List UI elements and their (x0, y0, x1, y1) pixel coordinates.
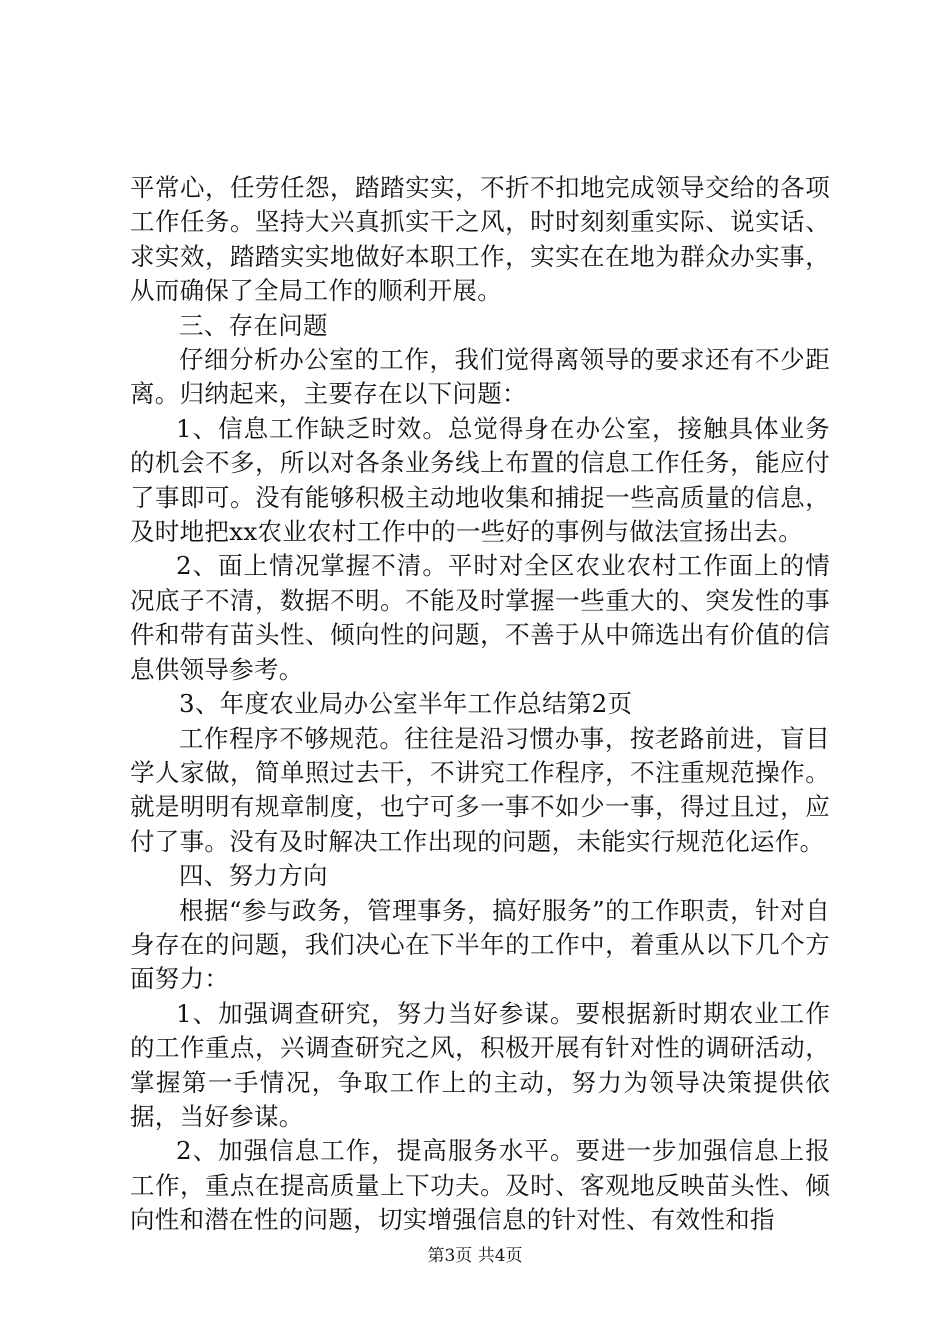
paragraph-problem-2: 2、面上情况掌握不清。平时对全区农业农村工作面上的情况底子不清，数据不明。不能及时掌握一些重大的、突发性的事件和带有苗头性、倾向性的问题，不善于从中筛选出有价值的信息供领导参考。 (130, 551, 830, 684)
paragraph-problem-3: 工作程序不够规范。往往是沿习惯办事，按老路前进，盲目学人家做，简单照过去干，不讲究工作程序，不注重规范操作。就是明明有规章制度，也宁可多一事不如少一事，得过且过，应付了事。没有及时解决工作出现的问题，未能实行规范化运作。 (130, 723, 830, 856)
paragraph-problem-3-heading: 3、年度农业局办公室半年工作总结第2页 (179, 689, 633, 719)
section-heading-direction: 四、努力方向 (179, 861, 328, 891)
paragraph-continuation: 平常心，任劳任怨，踏踏实实，不折不扣地完成领导交给的各项工作任务。坚持大兴真抓实干之风，时时刻刻重实际、说实话、求实效，踏踏实实地做好本职工作，实实在在地为群众办实事，从而确保了全局工作的顺利开展。 (130, 173, 830, 306)
paragraph-problems-intro: 仔细分析办公室的工作，我们觉得离领导的要求还有不少距离。归纳起来，主要存在以下问题： (130, 345, 830, 409)
section-heading-problems: 三、存在问题 (179, 310, 328, 340)
paragraph-problem-1: 1、信息工作缺乏时效。总觉得身在办公室，接触具体业务的机会不多，所以对各条业务线上布置的信息工作任务，能应付了事即可。没有能够积极主动地收集和捕捉一些高质量的信息，及时地把xx农业农村工作中的一些好的事例与做法宣扬出去。 (130, 413, 830, 547)
paragraph-direction-intro: 根据“参与政务，管理事务，搞好服务”的工作职责，针对自身存在的问题，我们决心在下半年的工作中，着重从以下几个方面努力： (130, 895, 830, 994)
paragraph-direction-2: 2、加强信息工作，提高服务水平。要进一步加强信息上报工作，重点在提高质量上下功夫。及时、客观地反映苗头性、倾向性和潜在性的问题，切实增强信息的针对性、有效性和指 (130, 1136, 830, 1235)
page-footer: 第3页 共4页 (427, 1246, 523, 1266)
document-body (130, 171, 830, 1238)
paragraph-direction-1: 1、加强调查研究，努力当好参谋。要根据新时期农业工作的工作重点，兴调查研究之风，积极开展有针对性的调研活动，掌握第一手情况，争取工作上的主动，努力为领导决策提供依据，当好参谋。 (130, 998, 830, 1131)
